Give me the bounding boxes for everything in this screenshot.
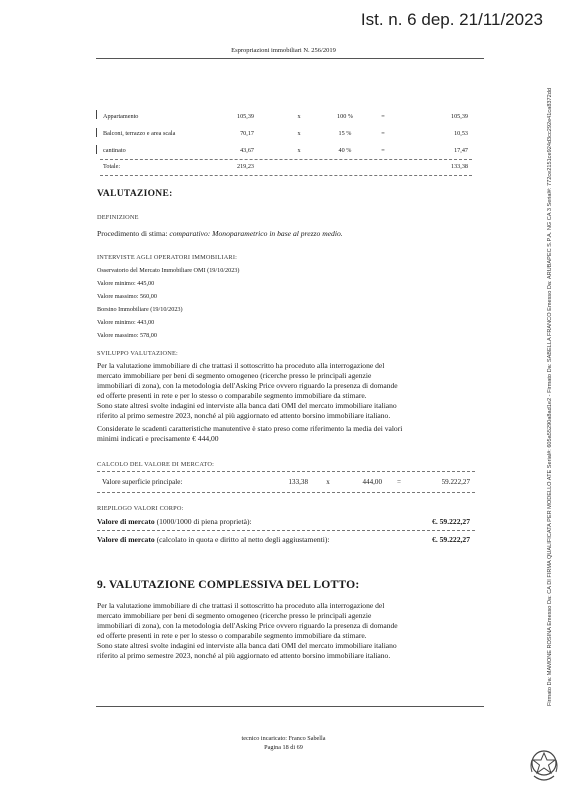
table-cell-value: 43,67 (240, 147, 254, 154)
table-cell-pct: 40 % (338, 147, 352, 154)
summary-value: €. 59.222,27 (432, 535, 470, 544)
table-separator (100, 159, 472, 160)
development-paragraph (97, 361, 484, 420)
interview-line: Valore minimo: 443,00 (97, 319, 155, 326)
table-cell-result: 17,47 (454, 147, 468, 154)
considering-paragraph (97, 424, 484, 444)
table-cell-eq: = (381, 130, 385, 137)
table-cell-pct: 15 % (338, 130, 352, 137)
table-total-result: 133,38 (450, 163, 468, 170)
summary-note: (1000/1000 di piena proprietà): (156, 517, 252, 526)
table-cell-result: 105,39 (450, 113, 468, 120)
deposit-stamp: Ist. n. 6 dep. 21/11/2023 (360, 10, 543, 29)
table-cell-eq: = (381, 113, 385, 120)
procedure-line (97, 229, 343, 238)
footer-page-number: Pagina 18 di 69 (264, 744, 303, 751)
table-cell-pct: 100 % (337, 113, 353, 120)
table-row-label: cantinato (103, 147, 126, 154)
paragraph-line: Per la valutazione immobiliare di che trattasi il sottoscritto ha proceduto alla interrogazione del (97, 361, 385, 370)
interview-line: Valore massimo: 560,00 (97, 293, 157, 300)
header-rule (96, 58, 484, 59)
market-calc-heading: CALCOLO DEL VALORE DI MERCATO: (97, 461, 215, 468)
paragraph-line: Per la valutazione immobiliare di che trattasi il sottoscritto ha proceduto alla interrogazione del (97, 601, 385, 610)
table-total-value: 219,23 (236, 163, 254, 170)
summary-label: Valore di mercato (97, 517, 155, 526)
paragraph-line: riferito al primo semestre 2023, nonché al più aggiornato ed attento borsino immobiliare italiano. (97, 410, 391, 420)
interview-line: Osservatorio del Mercato Immobiliare OMI (19/10/2023) (97, 267, 240, 274)
table-cell-eq: = (381, 147, 385, 154)
summary-row (97, 517, 252, 526)
procedure-value: comparativo: Monoparametrico in base al prezzo medio. (169, 229, 343, 238)
procedure-label: Procedimento di stima: (97, 229, 168, 238)
table-total-label: Totale: (103, 163, 121, 170)
market-calc-area: 133,38 (288, 478, 308, 486)
market-calc-rule (97, 471, 475, 472)
market-calc-eq: = (396, 478, 401, 486)
paragraph-line: ed offerte presenti in rete e per lo stesso o comparabile segmento immobiliare da stimare. (97, 630, 367, 640)
development-heading: SVILUPPO VALUTAZIONE: (97, 350, 178, 357)
paragraph-line: mercato immobiliare per beni di segmento omogeneo (ricerche presso le principali agenzie (97, 610, 372, 620)
summary-value: €. 59.222,27 (432, 517, 470, 526)
market-calc-rule (97, 492, 475, 493)
market-calc-result: 59.222,27 (441, 478, 470, 486)
paragraph-line: riferito al primo semestre 2023, nonché al più aggiornato ed attento borsino immobiliare italiano. (97, 650, 391, 660)
summary-label: Valore di mercato (97, 535, 155, 544)
footer-rule (96, 706, 484, 707)
paragraph-line: minimi indicati e precisamente € 444,00 (97, 433, 219, 443)
section9-paragraph (97, 601, 484, 660)
table-row-label: Balconi, terrazzo e area scala (103, 130, 176, 137)
digital-signature-text: Firmato Da: MAMONE ROSINA Emesso Da: CA DI FIRMA QUALIFICATA PER MODELLO ATE Serial#: 605a55290a8ad1e2 - Firmato Da: SABELLA FRANCO Emesso Da: ARUBAPEC S.P.A. NG CA 3 Serial#: 772ce2151ce924d3cc292e41ca8372dd (547, 88, 553, 706)
market-calc-op: x (326, 478, 330, 486)
section-title-9: 9. VALUTAZIONE COMPLESSIVA DEL LOTTO: (97, 578, 360, 591)
market-calc-price: 444,00 (362, 478, 382, 486)
footer-technician: tecnico incaricato: Franco Sabella (241, 735, 326, 742)
summary-row (97, 535, 329, 544)
market-calc-label: Valore superficie principale: (102, 478, 183, 486)
summary-heading: RIEPILOGO VALORI CORPO: (97, 505, 184, 512)
paragraph-line: ed offerte presenti in rete e per lo stesso o comparabile segmento immobiliare da stimare. (97, 390, 367, 400)
margin-mark (96, 128, 97, 137)
republic-seal-icon (528, 746, 560, 786)
definition-heading: DEFINIZIONE (97, 214, 139, 221)
paragraph-line: immobiliari di zona), con la metodologia dell'Asking Price ovvero riguardo la presenza di domande (97, 620, 398, 630)
interview-line: Borsino Immobiliare (19/10/2023) (97, 306, 183, 313)
section-title-valutazione: VALUTAZIONE: (97, 189, 173, 199)
table-row-label: Appartamento (103, 113, 139, 120)
paragraph-line: Sono state altresì svolte indagini ed interviste alla banca dati OMI del mercato immobiliare italiano (97, 400, 397, 410)
summary-note: (calcolato in quota e diritto al netto degli aggiustamenti): (156, 535, 330, 544)
margin-mark (96, 110, 97, 119)
table-cell-result: 10,53 (454, 130, 468, 137)
table-cell-op: x (297, 130, 301, 137)
paragraph-line: Sono state altresì svolte indagini ed interviste alla banca dati OMI del mercato immobiliare italiano (97, 640, 397, 650)
summary-rule (97, 530, 475, 531)
interviews-heading: INTERVISTE AGLI OPERATORI IMMOBILIARI: (97, 254, 238, 261)
paragraph-line: Considerate le scadenti caratteristiche manutentive è stato preso come riferimento la media dei valori (97, 424, 403, 433)
table-bottom-rule (100, 175, 472, 176)
paragraph-line: immobiliari di zona), con la metodologia dell'Asking Price ovvero riguardo la presenza di domande (97, 380, 398, 390)
digital-signature-strip (540, 52, 560, 742)
margin-mark (96, 145, 97, 154)
page-footer (0, 734, 567, 752)
interview-line: Valore massimo: 578,00 (97, 332, 157, 339)
interview-line: Valore minimo: 445,00 (97, 280, 155, 287)
paragraph-line: mercato immobiliare per beni di segmento omogeneo (ricerche presso le principali agenzie (97, 370, 372, 380)
table-cell-op: x (297, 147, 301, 154)
table-cell-value: 105,39 (236, 113, 254, 120)
page-header: Espropriazioni immobiliari N. 256/2019 (231, 47, 336, 54)
table-cell-value: 70,17 (240, 130, 254, 137)
table-cell-op: x (297, 113, 301, 120)
